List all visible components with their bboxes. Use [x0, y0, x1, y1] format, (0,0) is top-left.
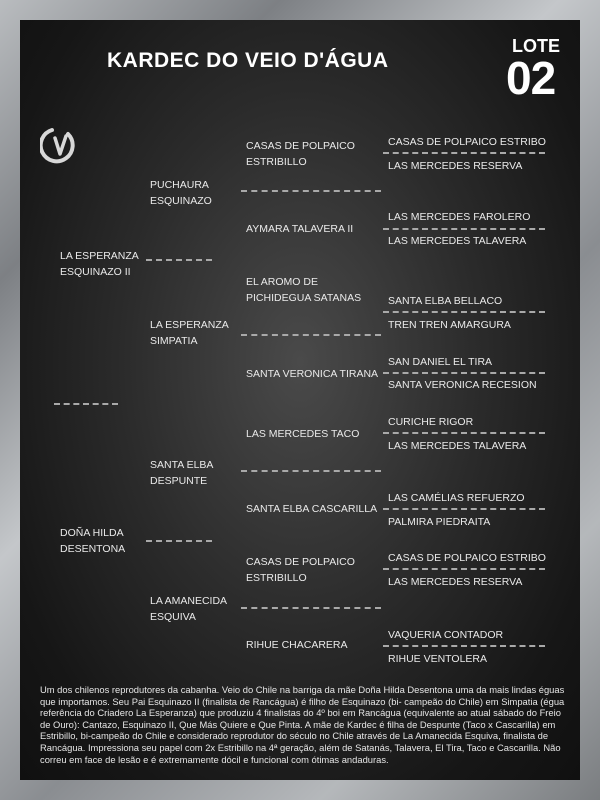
gen4-name: LAS MERCEDES TALAVERA	[388, 440, 527, 452]
gen4-name: SANTA VERONICA RECESION	[388, 379, 537, 391]
pedigree-line	[146, 540, 212, 542]
pedigree-line	[383, 645, 545, 647]
gen3-name: SANTA ELBA CASCARILLA	[246, 503, 378, 515]
pedigree-line	[241, 334, 381, 336]
gen4-name: CASAS DE POLPAICO ESTRIBO	[388, 136, 546, 148]
pedigree-line	[241, 190, 381, 192]
gen4-name: PALMIRA PIEDRAITA	[388, 516, 491, 528]
pedigree-line	[383, 372, 545, 374]
gen3-name: AYMARA TALAVERA II	[246, 223, 354, 235]
gen2-name: SANTA ELBA DESPUNTE	[150, 459, 214, 487]
gen2-name: LA ESPERANZA SIMPATIA	[150, 319, 229, 347]
gen4-name: VAQUERIA CONTADOR	[388, 629, 504, 641]
gen3-name: LAS MERCEDES TACO	[246, 428, 360, 440]
pedigree-line	[241, 607, 381, 609]
gen4-name: CURICHE RIGOR	[388, 416, 474, 428]
gen4-name: SANTA ELBA BELLACO	[388, 295, 503, 307]
gen2-name: PUCHAURA ESQUINAZO	[150, 179, 212, 207]
pedigree-line	[383, 508, 545, 510]
gen2-name: LA AMANECIDA ESQUIVA	[150, 595, 228, 623]
sire-name: LA ESPERANZA ESQUINAZO II	[60, 250, 139, 278]
dam-name: DOÑA HILDA DESENTONA	[60, 527, 126, 555]
lote-number: 02	[506, 52, 556, 104]
page-title: KARDEC DO VEIO D'ÁGUA	[107, 49, 389, 72]
gen4-name: RIHUE VENTOLERA	[388, 653, 487, 665]
pedigree-line	[241, 470, 381, 472]
pedigree-line	[146, 259, 212, 261]
pedigree-line	[383, 228, 545, 230]
gen3-name: CASAS DE POLPAICO ESTRIBILLO	[246, 140, 355, 168]
gen3-name: EL AROMO DE PICHIDEGUA SATANAS	[246, 276, 362, 304]
gen4-name: LAS MERCEDES TALAVERA	[388, 235, 527, 247]
lote-label: LOTE	[512, 36, 560, 56]
gen3-name: CASAS DE POLPAICO ESTRIBILLO	[246, 556, 355, 584]
pedigree-line	[383, 432, 545, 434]
gen4-name: TREN TREN AMARGURA	[388, 319, 511, 331]
gen4-name: LAS MERCEDES RESERVA	[388, 160, 523, 172]
gen3-name: SANTA VERONICA TIRANA	[246, 368, 379, 380]
description-text: Um dos chilenos reprodutores da cabanha. Veio do Chile na barriga da mãe Doña Hilda Desentona uma da mais lindas éguas que importamos. Seu Pai Esquinazo II (finalista de Rancágua) é filho de Esquinazo (bi- campeão do Chile) em Simpatia (égua referência do Criadero La Esperanza) que produziu 4 finalistas do 4º boi em Rancágua (equivalente ao atual sábado do Freio de Ouro): Cantazo, Esquinazo II, Que Más Quiere e Que Pinta. A mãe de Kardec é filha de Despunte (Taco x Cascarilla) em Estribillo, bi-campeão do Chile e considerado reprodutor do século no Chile através de La Amanecida Esquiva, finalista de Rancágua. Impressiona seu papel com 2x Estribillo na 4ª geração, além de Satanás, Talavera, El Tira, Taco e Cascarilla. Não correu em face de lesão e é extremamente dócil e funcional com ótimas andaduras.	[40, 684, 565, 765]
pedigree-line	[383, 311, 545, 313]
gen4-name: CASAS DE POLPAICO ESTRIBO	[388, 552, 546, 564]
pedigree-line	[383, 568, 545, 570]
gen4-name: LAS CAMÉLIAS REFUERZO	[388, 492, 525, 504]
horseshoe-v-logo-icon	[40, 126, 76, 168]
gen3-name: RIHUE CHACARERA	[246, 639, 348, 651]
gen4-name: LAS MERCEDES RESERVA	[388, 576, 523, 588]
gen4-name: LAS MERCEDES FAROLERO	[388, 211, 531, 223]
pedigree-line	[383, 152, 545, 154]
gen4-name: SAN DANIEL EL TIRA	[388, 356, 493, 368]
pedigree-line	[54, 403, 118, 405]
